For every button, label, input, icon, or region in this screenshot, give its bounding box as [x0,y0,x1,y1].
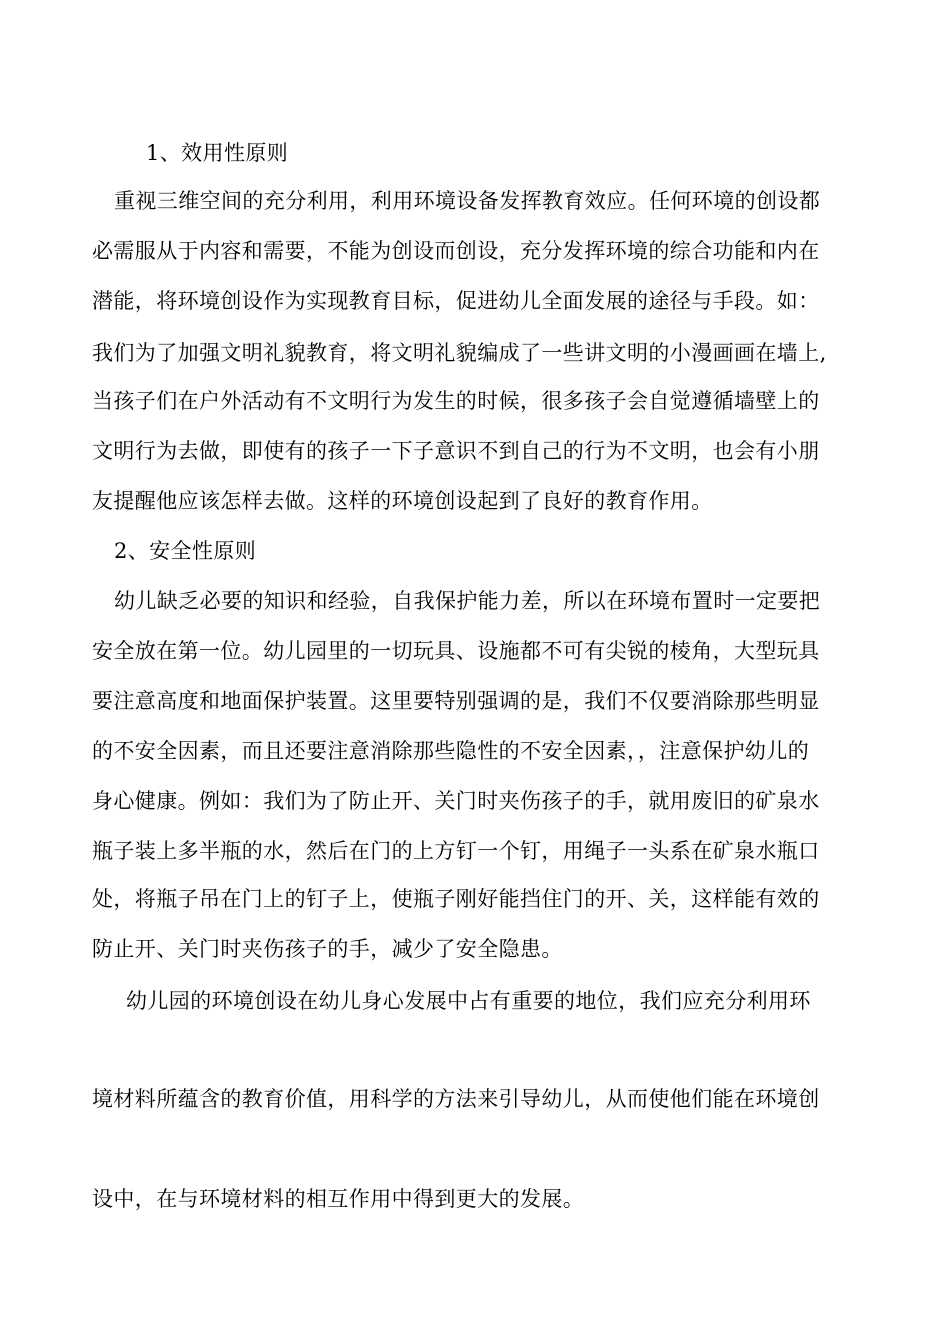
section2-line-6: 瓶子装上多半瓶的水，然后在门的上方钉一个钉，用绳子一头系在矿泉水瓶口 [92,839,820,863]
section2-line-7: 处，将瓶子吊在门上的钉子上，使瓶子刚好能挡住门的开、关，这样能有效的 [92,887,820,911]
section2-line-3: 要注意高度和地面保护装置。这里要特别强调的是，我们不仅要消除那些明显 [92,689,820,713]
conclusion-line-1: 幼儿园的环境创设在幼儿身心发展中占有重要的地位，我们应充分利用环 [126,989,811,1013]
section2-line-8: 防止开、关门时夹伤孩子的手，减少了安全隐患。 [92,937,563,961]
section1-line-2: 必需服从于内容和需要，不能为创设而创设，充分发挥环境的综合功能和内在 [92,239,820,263]
section2-heading: 2、安全性原则 [114,539,257,563]
section1-line-7: 友提醒他应该怎样去做。这样的环境创设起到了良好的教育作用。 [92,489,713,513]
section2-line-1: 幼儿缺乏必要的知识和经验，自我保护能力差，所以在环境布置时一定要把 [114,589,821,613]
section1-line-3: 潜能，将环境创设作为实现教育目标，促进幼儿全面发展的途径与手段。如： [92,289,820,313]
conclusion-line-3: 设中，在与环境材料的相互作用中得到更大的发展。 [92,1187,585,1211]
section1-line-4: 我们为了加强文明礼貌教育，将文明礼貌编成了一些讲文明的小漫画画在墙上, [92,341,827,365]
section2-line-2: 安全放在第一位。幼儿园里的一切玩具、设施都不可有尖锐的棱角，大型玩具 [92,639,820,663]
section2-line-5: 身心健康。例如：我们为了防止开、关门时夹伤孩子的手，就用废旧的矿泉水 [92,789,820,813]
section2-line-4: 的不安全因素，而且还要注意消除那些隐性的不安全因素，，注意保护幼儿的 [92,739,810,763]
conclusion-line-2: 境材料所蕴含的教育价值，用科学的方法来引导幼儿，从而使他们能在环境创 [92,1087,820,1111]
section1-line-1: 重视三维空间的充分利用，利用环境设备发挥教育效应。任何环境的创设都 [114,189,821,213]
section1-line-6: 文明行为去做，即使有的孩子一下子意识不到自己的行为不文明，也会有小朋 [92,439,820,463]
section1-line-5: 当孩子们在户外活动有不文明行为发生的时候，很多孩子会自觉遵循墙壁上的 [92,389,820,413]
section1-heading: 1、效用性原则 [146,141,289,165]
